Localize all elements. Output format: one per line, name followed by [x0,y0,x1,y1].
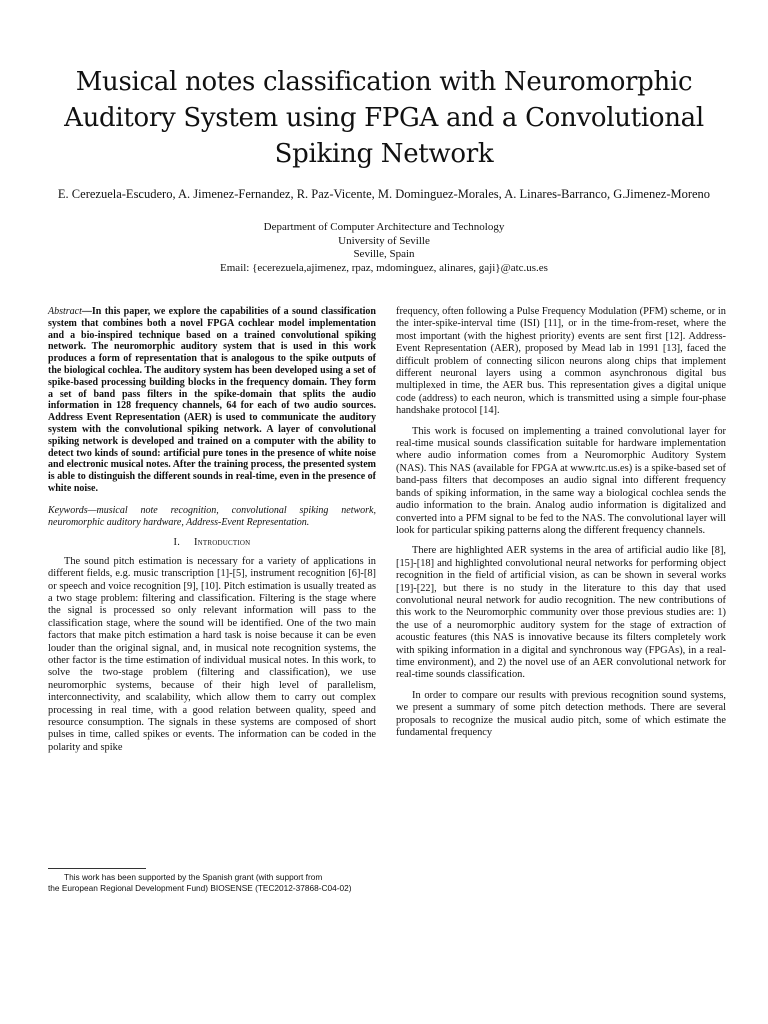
intro-paragraph-1: The sound pitch estimation is necessary for a variety of applications in different fields, e.g. music transcription [1]-[5], instrument recognition [6]-[8] or speech and voice recognition [9], [10]. Pitch estimation is usually treated as a two stage problem: filtering and classification. Filtering is the stage where the signal is processed so only relevant information will pass to the classification stage, where the sound will be identified. One of the two main factors that make pitch estimation a hard task is noise because it can be even louder than the original signal, and, in musical note recognition systems, the other factor is the time estimation of individual musical notes. In this work, to solve the two-stage problem (filtering and classification), we use neuromorphic systems, because of their high level of parallelism, interconnectivity, and scalability, which allow them to carry out complex processing in real time, with a good relation between quality, speed and resource consumption. The signals in these systems are composed of short pulses in time, called spikes or events. The information can be coded in the polarity and spike [48,555,376,753]
affiliation-email: Email: {ecerezuela,ajimenez, rpaz, mdominguez, alinares, gaji}@atc.us.es [220,261,548,274]
section-number: I. [173,537,181,549]
body-paragraph-continued: frequency, often following a Pulse Frequency Modulation (PFM) scheme, or in the inter-spike-interval time (ISI) [11], or in the time-from-reset, where the most important (with the highest priority) events are sent first [12]. Address-Event Representation (AER), proposed by Mead lab in 1991 [13], faced the difficult problem of connecting silicon neurons along chips that implement different neuronal layers using a common asynchronous digital bus multiplexed in time, the AER bus. This representation gives a digital unique code (address) to each neuron, which is transmitted using a simple four-phase handshake protocol [14]. [396,306,726,417]
keywords: Keywords—musical note recognition, convolutional spiking network, neuromorphic auditory hardware, Address-Event Representation. [48,504,376,528]
author-list: E. Cerezuela-Escudero, A. Jimenez-Fernandez, R. Paz-Vicente, M. Dominguez-Morales, A. Linares-Barranco, G.Jimenez-Moreno [57,187,711,201]
abstract [48,306,376,495]
body-paragraph-4: In order to compare our results with previous recognition sound systems, we present a summary of some pitch detection methods. There are several proposals to recognize the musical audio pitch, some of which estimate the fundamental frequency [396,689,726,738]
footnote-line-1: This work has been supported by the Spanish grant (with support from [64,872,323,882]
affiliation-location: Seville, Spain [353,248,415,260]
abstract-label: Abstract [48,306,82,317]
affiliation-university: University of Seville [338,234,430,247]
body-paragraph-3: There are highlighted AER systems in the area of artificial audio like [8], [15]-[18] and highlighted convolutional neural networks for performing object recognition in the field of artificial vision, as can be shown in several works [19]-[22], but there is no study in the literature to this day that used convolutional neural network for audio recognition. The new contributions of this work to the Neuromorphic community over those previous studies are: 1) the use of a neuromorphic auditory system for the stage of extraction of acoustic features (this NAS is innovative because its filters completely work with spiking information in a digital and synchronous way (FPGAs), in a real-time environment), and 2) the novel use of an AER convolutional network for real-time sounds classification. [396,545,726,681]
body-paragraph-2: This work is focused on implementing a trained convolutional layer for real-time musical sounds classification suitable for hardware implementation where audio information comes from a Neuromorphic Auditory System (NAS). This NAS (available for FPGA at www.rtc.us.es) is a spike-based set of band-pass filters that decomposes an audio signal into different frequency bands of spiking information, in the same way a biological cochlea sends the audio information to the brain. Analog audio information is digitalized and converted into a PFM signal to be fed to the NAS. The convolutional layer will look for particular spiking patterns along the different frequency channels. [396,425,726,536]
section-heading-introduction [48,537,376,549]
affiliation-department: Department of Computer Architecture and Technology [263,221,505,233]
abstract-text: —In this paper, we explore the capabilities of a sound classification system that combines both a novel FPGA cochlear model implementation and a bio-inspired technique based on a trained convolutional spiking network. The neuromorphic auditory system that is used in this work produces a form of representation that is analogous to the spike outputs of the biological cochlea. The auditory system has been developed using a set of spike-based processing building blocks in the frequency domain. They form a set of band pass filters in the spike-domain that splits the audio information in 128 frequency channels, 64 for each of two audio sources. Address Event Representation (AER) is used to communicate the auditory system with the convolutional spiking network. A layer of convolutional spiking network is developed and trained on a computer with the ability to detect two kinds of sound: artificial pure tones in the presence of white noise and electronic musical notes. After the training process, the presented system is able to distinguish the different sounds in real-time, even in the presence of white noise. [48,306,376,494]
footnote-divider [48,868,146,869]
footnote [48,872,370,894]
footnote-line-2: the European Regional Development Fund) BIOSENSE (TEC2012-37868-C04-02) [48,883,352,893]
affiliation-block [40,221,728,275]
paper-title: Musical notes classification with Neuromorphic Auditory System using FPGA and a Convolutional Spiking Network [64,67,704,169]
section-title: Introduction [194,537,251,549]
left-column [48,306,376,754]
right-column [396,306,726,739]
